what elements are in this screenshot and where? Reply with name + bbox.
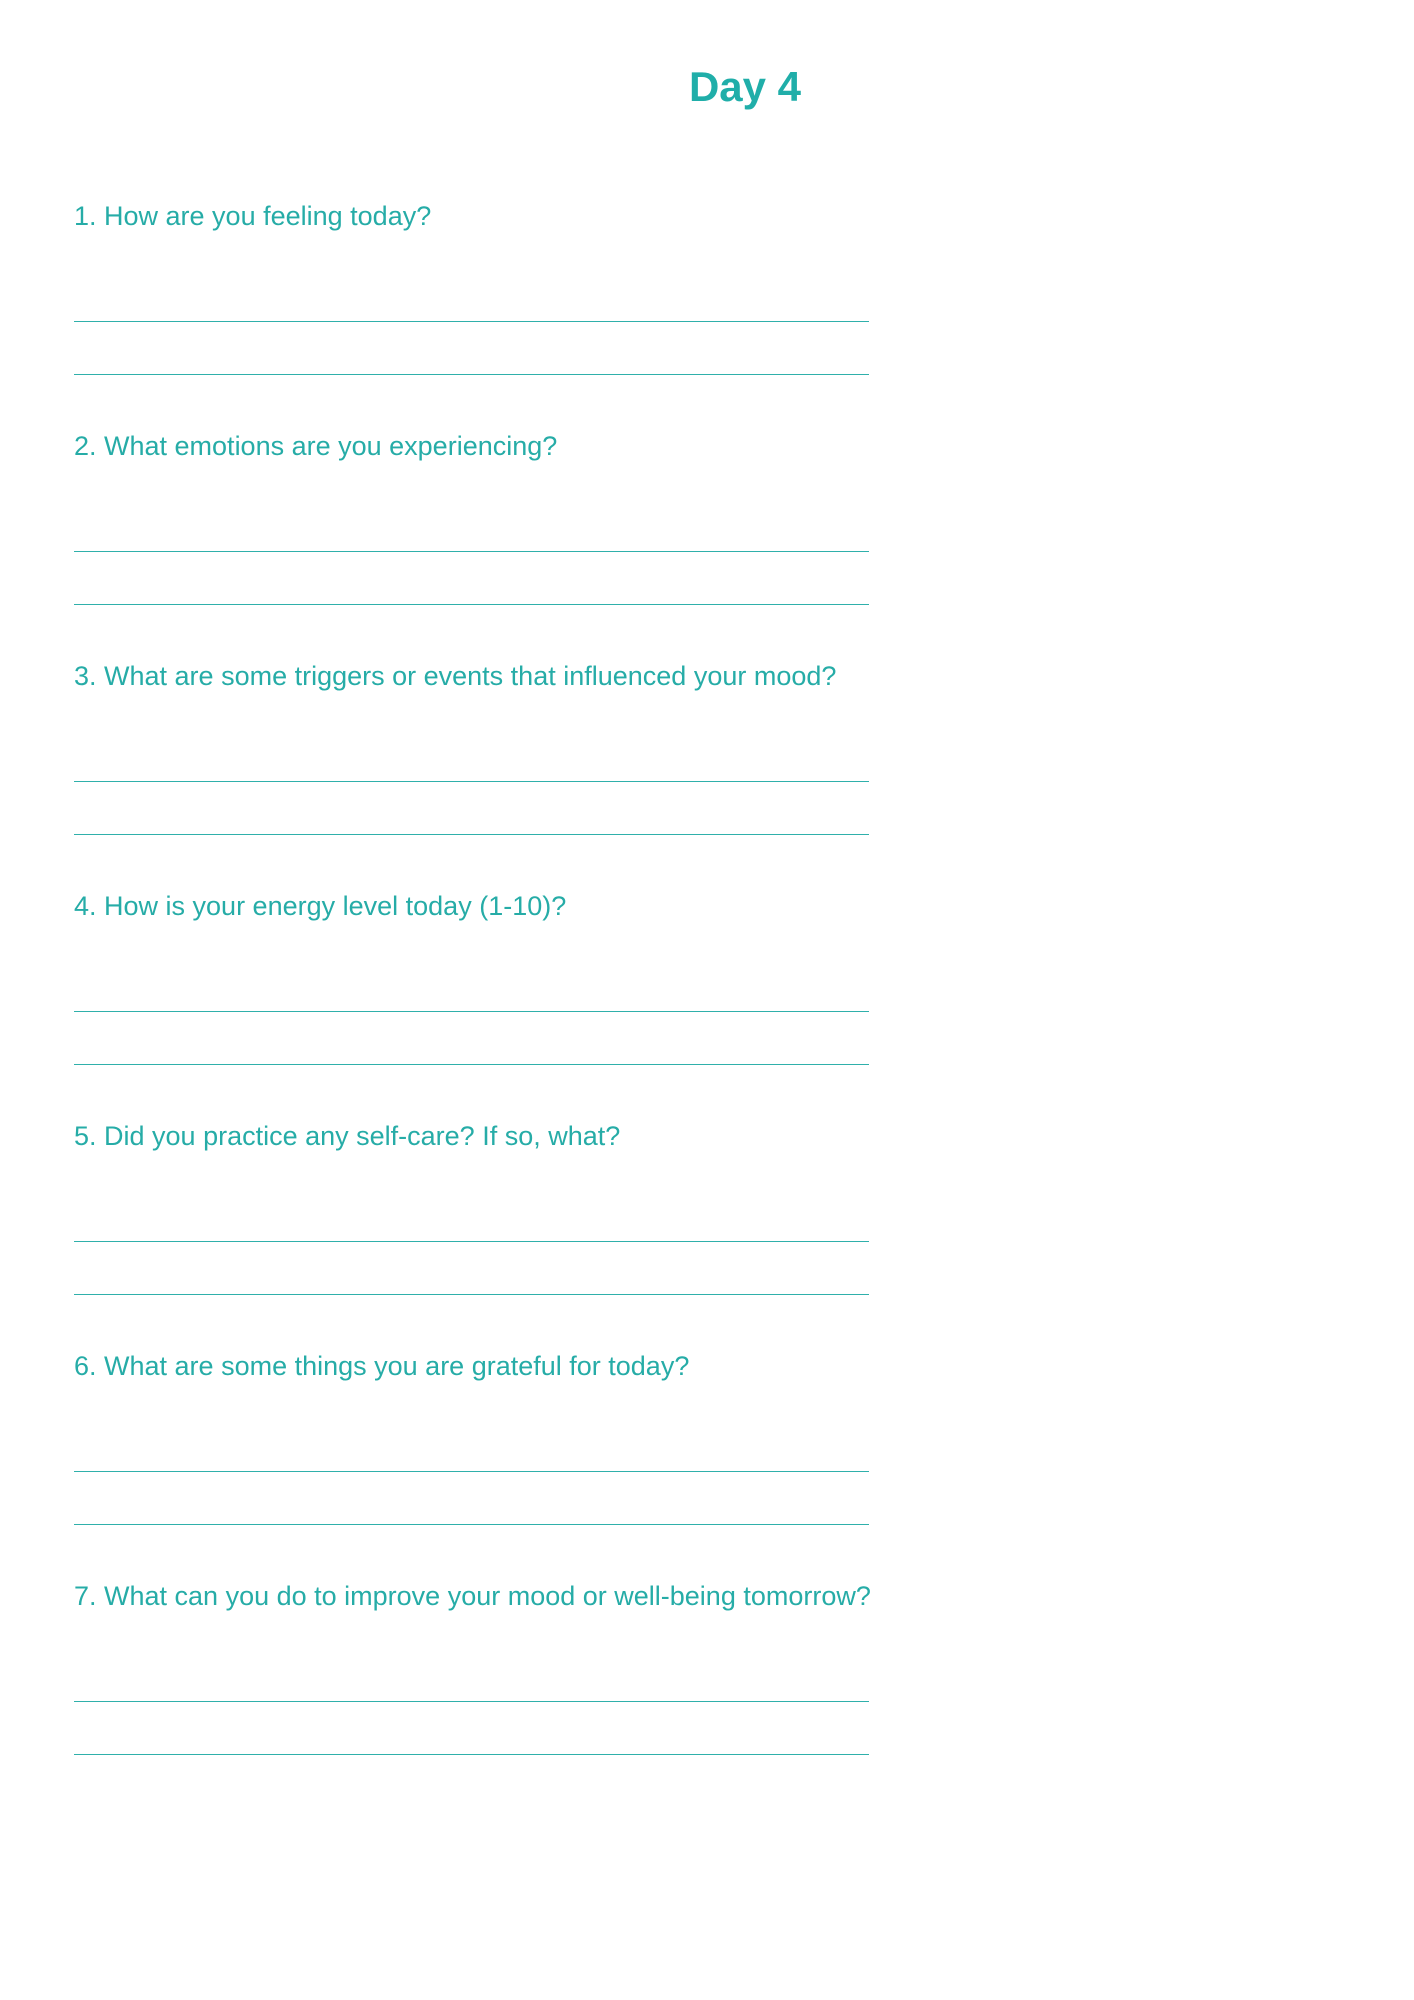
question-item bbox=[74, 663, 1074, 893]
question-item bbox=[74, 433, 1074, 663]
question-item bbox=[74, 203, 1074, 433]
question-item bbox=[74, 1353, 1074, 1583]
question-text: 2. What emotions are you experiencing? bbox=[74, 431, 558, 461]
answer-line[interactable] bbox=[74, 834, 869, 835]
page-title: Day 4 bbox=[688, 63, 802, 110]
answer-line[interactable] bbox=[74, 1701, 869, 1702]
question-text: 1. How are you feeling today? bbox=[74, 201, 432, 231]
question-text: 5. Did you practice any self-care? If so, what? bbox=[74, 1121, 621, 1151]
answer-line[interactable] bbox=[74, 1011, 869, 1012]
question-text: 7. What can you do to improve your mood or well-being tomorrow? bbox=[74, 1581, 871, 1611]
answer-line[interactable] bbox=[74, 1241, 869, 1242]
answer-line[interactable] bbox=[74, 1524, 869, 1525]
answer-line[interactable] bbox=[74, 374, 869, 375]
question-item bbox=[74, 1583, 1074, 1813]
question-text: 6. What are some things you are grateful for today? bbox=[74, 1351, 690, 1381]
question-list bbox=[74, 203, 1074, 1813]
answer-line[interactable] bbox=[74, 321, 869, 322]
question-item bbox=[74, 893, 1074, 1123]
answer-line[interactable] bbox=[74, 1294, 869, 1295]
answer-line[interactable] bbox=[74, 1064, 869, 1065]
answer-line[interactable] bbox=[74, 781, 869, 782]
answer-line[interactable] bbox=[74, 604, 869, 605]
answer-line[interactable] bbox=[74, 1471, 869, 1472]
answer-line[interactable] bbox=[74, 1754, 869, 1755]
question-text: 3. What are some triggers or events that influenced your mood? bbox=[74, 661, 837, 691]
question-text: 4. How is your energy level today (1-10)? bbox=[74, 891, 567, 921]
question-item bbox=[74, 1123, 1074, 1353]
answer-line[interactable] bbox=[74, 551, 869, 552]
